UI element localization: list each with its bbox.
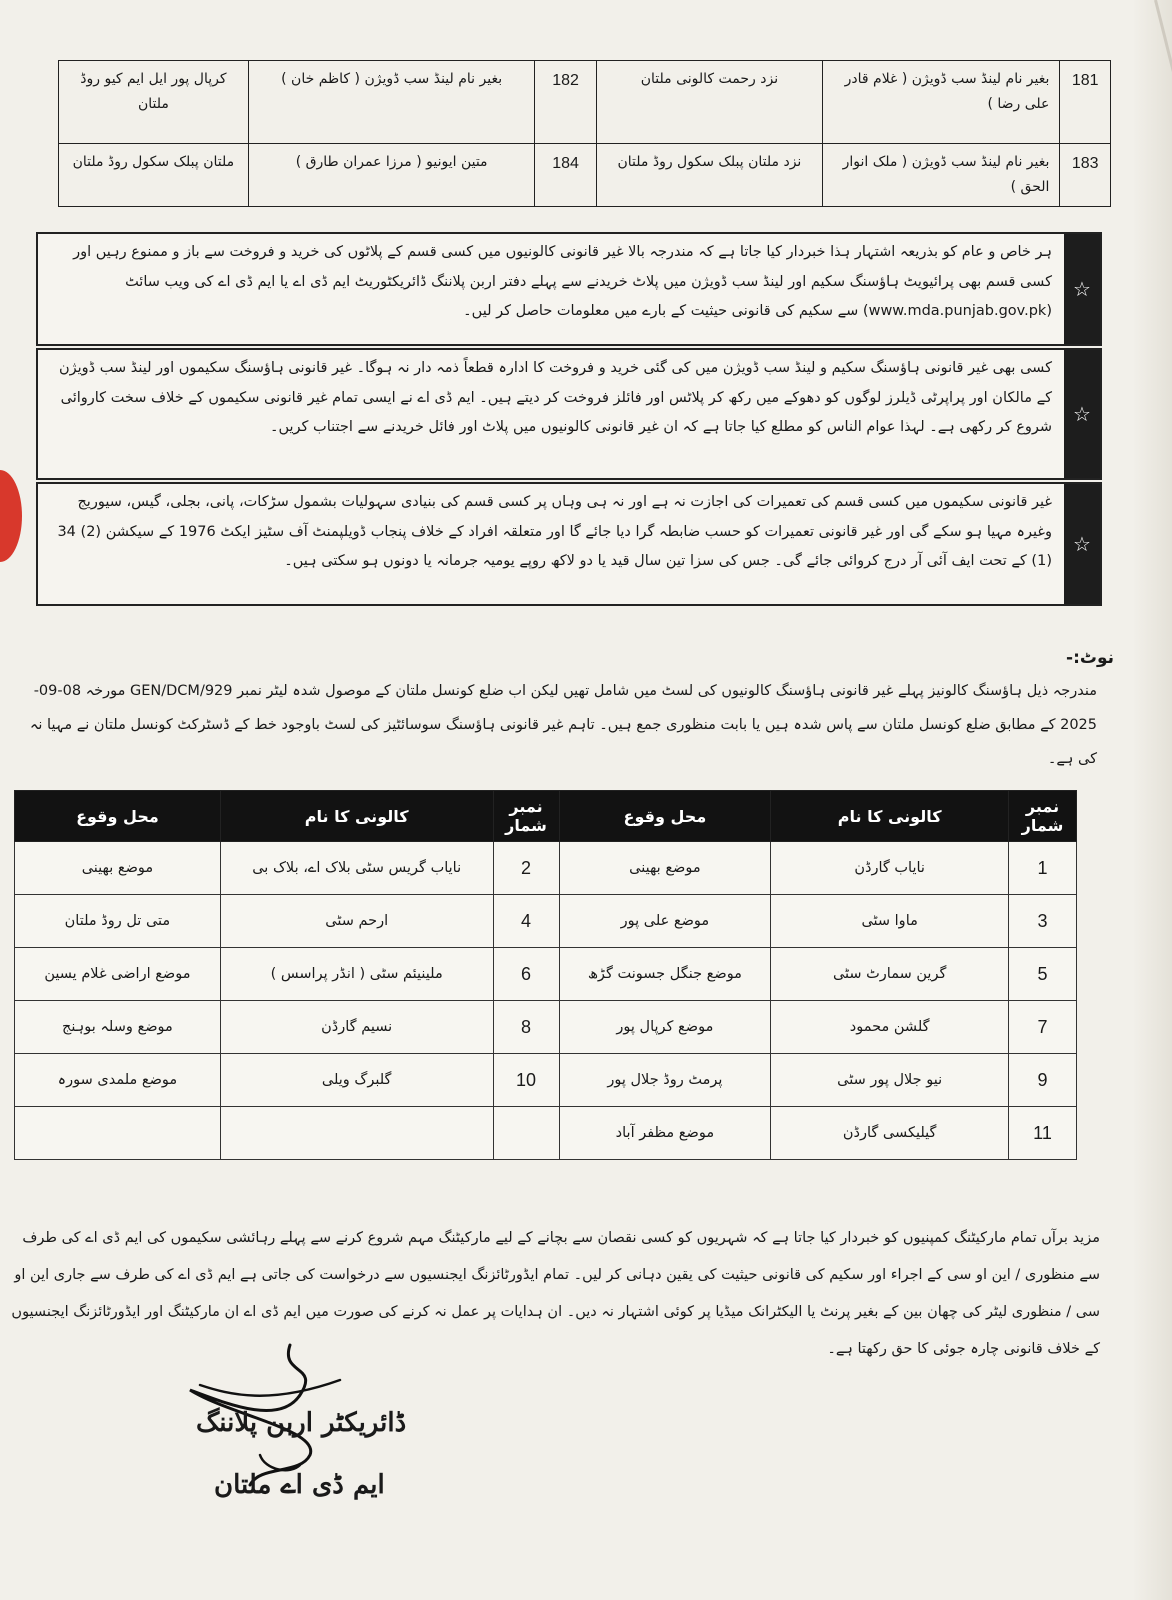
location-cell: موضع مظفر آباد [559,1107,771,1160]
note-text: مندرجہ ذیل ہاؤسنگ کالونیز پہلے غیر قانونی ہاؤسنگ کالونیوں کی لسٹ میں شامل تھیں لیکن اب ضلع کونسل ملتان کے موصول شدہ لیٹر نمبر 929/GEN/DCM مورخہ 08-09-2025 کے مطابق ضلع کونسل ملتان سے پاس شدہ ہیں یا بابت منظوری جمع ہیں۔ تاہم غیر قانونی ہاؤسنگ سوسائٹیز کی لسٹ باوجود خط کے ڈسٹرکٹ کونسل ملتان نے مہیا نہ کی ہے۔ [29,683,1097,768]
header-location: محل وقوع [15,791,221,842]
serial-cell: 6 [493,948,559,1001]
top-colony-table [58,60,1111,207]
colony-name-cell: گیلیکسی گارڈن [771,1107,1009,1160]
serial-cell: 1 [1009,842,1077,895]
table-row [15,1001,1077,1054]
location-cell: موضع علی پور [559,895,771,948]
star-icon: ☆ [1064,484,1100,604]
colony-name-cell: ارحم سٹی [220,895,493,948]
location-cell: موضع بھینی [15,842,221,895]
location-cell: موضع ملمدی سورہ [15,1054,221,1107]
table-row [59,144,1111,207]
table-row [15,895,1077,948]
serial-cell: 182 [535,61,596,144]
serial-cell: 183 [1060,144,1111,207]
approved-colonies-table [14,790,1077,1160]
notice-text: غیر قانونی سکیموں میں کسی قسم کی تعمیرات کی اجازت نہ ہے اور نہ ہی وہاں پر کسی قسم کی بنیادی سہولیات بشمول سڑکات، پانی، بجلی، گیس، سیوریج وغیرہ مہیا ہو سکے گی اور غیر قانونی تعمیرات کو حسب ضابطہ گرا دیا جائے گا اور متعلقہ افراد کے خلاف پنجاب ڈویلپمنٹ آف سٹیز ایکٹ 1976 کے سیکشن (2) 34 (1) کے تحت ایف آئی آر درج کروائی جائے گی۔ جس کی سزا تین سال قید یا دو لاکھ روپے یومیہ جرمانہ یا دونوں ہو سکتی ہیں۔ [57,494,1052,570]
serial-cell: 2 [493,842,559,895]
notice-text: کسی بھی غیر قانونی ہاؤسنگ سکیم و لینڈ سب ڈویژن میں کی گئی خرید و فروخت کا ادارہ قطعاً ذمہ دار نہ ہوگا۔ غیر قانونی ہاؤسنگ سکیموں اور لینڈ سب ڈویژن کے مالکان اور پراپرٹی ڈیلرز لوگوں کو دھوکے میں رکھ کر پلاٹس اور فائلز فروخت کر دیتے ہیں۔ ایم ڈی اے نے ایسی تمام غیر قانونی سکیموں کے خلاف سخت کاروائی شروع کر رکھی ہے۔ لہذا عوام الناس کو مطلع کیا جاتا ہے کہ ان غیر قانونی کالونیوں میں پلاٹ اور فائل خریدنے سے اجتناب کریں۔ [58,360,1052,436]
location-cell: نزد رحمت کالونی ملتان [596,61,823,144]
serial-cell: 11 [1009,1107,1077,1160]
location-cell: نزد ملتان پبلک سکول روڈ ملتان [596,144,823,207]
location-cell: ملتان پبلک سکول روڈ ملتان [59,144,249,207]
table-row [15,1054,1077,1107]
table-row [59,61,1111,144]
location-cell: کرپال پور ایل ایم کیو روڈ ملتان [59,61,249,144]
colony-name-cell: گلشن محمود [771,1001,1009,1054]
colony-name-cell: نایاب گارڈن [771,842,1009,895]
red-object [0,470,22,562]
colony-name-cell: بغیر نام لینڈ سب ڈویژن ( غلام قادر علی رضا ) [823,61,1060,144]
serial-cell: 10 [493,1054,559,1107]
serial-cell: 5 [1009,948,1077,1001]
notice-boxes [36,232,1102,608]
serial-cell: 7 [1009,1001,1077,1054]
header-colony-name: کالونی کا نام [771,791,1009,842]
colony-name-cell: بغیر نام لینڈ سب ڈویژن ( کاظم خان ) [248,61,535,144]
colony-name-cell [220,1107,493,1160]
location-cell: موضع بھینی [559,842,771,895]
serial-cell: 4 [493,895,559,948]
star-icon: ☆ [1064,350,1100,478]
location-cell: موضع اراضی غلام یسین [15,948,221,1001]
location-cell [15,1107,221,1160]
colony-name-cell: گلبرگ ویلی [220,1054,493,1107]
header-serial: نمبر شمار [493,791,559,842]
notice-box [36,232,1102,346]
colony-name-cell: نایاب گریس سٹی بلاک اے، بلاک بی [220,842,493,895]
header-colony-name: کالونی کا نام [220,791,493,842]
serial-cell: 3 [1009,895,1077,948]
serial-cell [493,1107,559,1160]
table-header-row [15,791,1077,842]
signatory-office: ایم ڈی اے ملتان [214,1470,385,1500]
colony-name-cell: نسیم گارڈن [220,1001,493,1054]
location-cell: موضع وسلہ بوہنج [15,1001,221,1054]
page-edge [1132,0,1172,1600]
location-cell: موضع کرپال پور [559,1001,771,1054]
colony-name-cell: گرین سمارٹ سٹی [771,948,1009,1001]
serial-cell: 9 [1009,1054,1077,1107]
location-cell: موضع جنگل جسونت گڑھ [559,948,771,1001]
location-cell: پرمٹ روڈ جلال پور [559,1054,771,1107]
table-row [15,948,1077,1001]
notice-text: ہر خاص و عام کو بذریعہ اشتہار ہذا خبردار کیا جاتا ہے کہ مندرجہ بالا غیر قانونی کالونیوں میں کسی قسم کے پلاٹوں کی خرید و فروخت سے باز و ممنوع رہیں اور کسی قسم بھی پرائیویٹ ہاؤسنگ سکیم اور لینڈ سب ڈویژن میں پلاٹ خریدنے سے پہلے دفتر اربن پلاننگ ڈائریکٹوریٹ ایم ڈی اے یا ایم ڈی اے کی ویب سائٹ (www.mda.punjab.gov.pk) سے سکیم کی قانونی حیثیت کے بارے میں معلومات حاصل کر لیں۔ [73,244,1052,320]
header-location: محل وقوع [559,791,771,842]
marketing-warning-text: مزید برآں تمام مارکیٹنگ کمپنیوں کو خبردار کیا جاتا ہے کہ شہریوں کو کسی نقصان سے بچانے کے لیے مارکیٹنگ مہم شروع کرنے سے پہلے رہائشی سکیموں کی ایم ڈی اے کی طرف سے منظوری / این او سی کے اجراء اور سکیم کی قانونی حیثیت کی یقین دہانی کر لیں۔ تمام ایڈورٹائزنگ ایجنسیوں سے درخواست کی جاتی ہے ایم ڈی اے کی طرف سے جاری این او سی / منظوری لیٹر کی چھان بین کے بغیر پرنٹ یا الیکٹرانک میڈیا پر کوئی اشتہار نہ دیں۔ ان ہدایات پر عمل نہ کرنے کی صورت میں ایم ڈی اے ان مارکیٹنگ اور ایڈورٹائزنگ ایجنسیوں کے خلاف قانونی چارہ جوئی کا حق رکھتا ہے۔ [11,1230,1100,1357]
location-cell: متی تل روڈ ملتان [15,895,221,948]
table-row [15,1107,1077,1160]
colony-name-cell: بغیر نام لینڈ سب ڈویژن ( ملک انوار الحق ) [823,144,1060,207]
note-heading: نوٹ:- [1066,648,1114,668]
notice-box [36,348,1102,480]
serial-cell: 8 [493,1001,559,1054]
notice-box [36,482,1102,606]
signatory-title: ڈائریکٹر اربن پلاننگ [196,1408,407,1438]
serial-cell: 181 [1060,61,1111,144]
colony-name-cell: ملینیئم سٹی ( انڈر پراسس ) [220,948,493,1001]
serial-cell: 184 [535,144,596,207]
table-row [15,842,1077,895]
star-icon: ☆ [1064,234,1100,344]
colony-name-cell: نیو جلال پور سٹی [771,1054,1009,1107]
colony-name-cell: متین ایونیو ( مرزا عمران طارق ) [248,144,535,207]
colony-name-cell: ماوا سٹی [771,895,1009,948]
header-serial: نمبر شمار [1009,791,1077,842]
